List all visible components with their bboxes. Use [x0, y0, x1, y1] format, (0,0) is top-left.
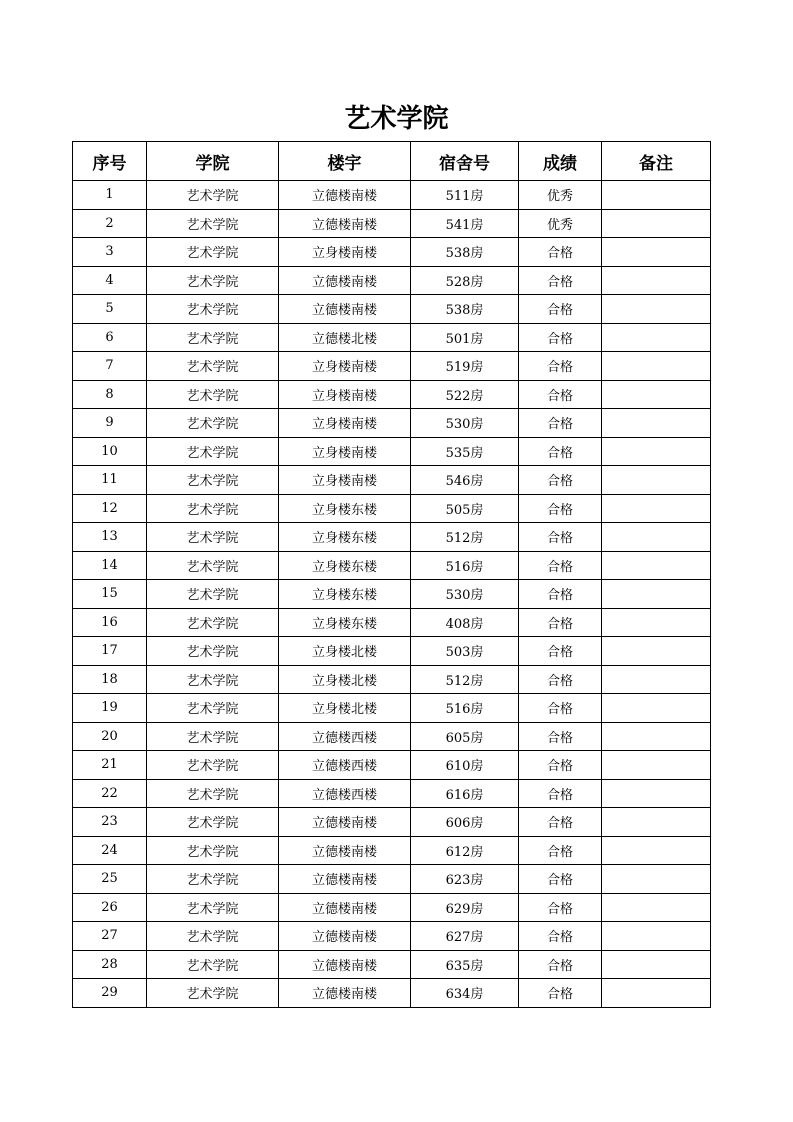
- cell-remark: [602, 266, 711, 295]
- cell-remark: [602, 751, 711, 780]
- cell-building: 立身楼南楼: [279, 352, 411, 381]
- cell-college: 艺术学院: [147, 523, 279, 552]
- table-row: [73, 323, 711, 352]
- cell-remark: [602, 209, 711, 238]
- cell-serial-no: 19: [73, 694, 147, 723]
- cell-college: 艺术学院: [147, 722, 279, 751]
- cell-building: 立身楼东楼: [279, 580, 411, 609]
- table-row: [73, 865, 711, 894]
- cell-serial-no: 13: [73, 523, 147, 552]
- cell-building: 立身楼南楼: [279, 409, 411, 438]
- table-row: [73, 694, 711, 723]
- cell-serial-no: 18: [73, 665, 147, 694]
- header-grade: 成绩: [519, 142, 602, 181]
- cell-remark: [602, 950, 711, 979]
- cell-serial-no: 2: [73, 209, 147, 238]
- cell-college: 艺术学院: [147, 209, 279, 238]
- cell-grade: 合格: [519, 437, 602, 466]
- cell-serial-no: 8: [73, 380, 147, 409]
- cell-college: 艺术学院: [147, 238, 279, 267]
- cell-building: 立身楼东楼: [279, 494, 411, 523]
- cell-remark: [602, 523, 711, 552]
- cell-serial-no: 20: [73, 722, 147, 751]
- cell-grade: 合格: [519, 409, 602, 438]
- cell-building: 立德楼南楼: [279, 893, 411, 922]
- header-row: [73, 142, 711, 181]
- cell-college: 艺术学院: [147, 665, 279, 694]
- cell-college: 艺术学院: [147, 836, 279, 865]
- cell-college: 艺术学院: [147, 922, 279, 951]
- cell-building: 立德楼南楼: [279, 295, 411, 324]
- cell-room: 501房: [411, 323, 519, 352]
- cell-remark: [602, 437, 711, 466]
- cell-building: 立德楼西楼: [279, 779, 411, 808]
- table-row: [73, 808, 711, 837]
- cell-serial-no: 22: [73, 779, 147, 808]
- cell-college: 艺术学院: [147, 323, 279, 352]
- cell-remark: [602, 836, 711, 865]
- cell-serial-no: 17: [73, 637, 147, 666]
- table-row: [73, 409, 711, 438]
- cell-serial-no: 24: [73, 836, 147, 865]
- cell-grade: 合格: [519, 323, 602, 352]
- cell-room: 530房: [411, 580, 519, 609]
- cell-remark: [602, 808, 711, 837]
- cell-grade: 合格: [519, 352, 602, 381]
- cell-college: 艺术学院: [147, 551, 279, 580]
- header-serial-no: 序号: [73, 142, 147, 181]
- table-row: [73, 352, 711, 381]
- cell-college: 艺术学院: [147, 409, 279, 438]
- cell-room: 612房: [411, 836, 519, 865]
- cell-grade: 合格: [519, 751, 602, 780]
- table-row: [73, 209, 711, 238]
- header-room: 宿舍号: [411, 142, 519, 181]
- cell-remark: [602, 494, 711, 523]
- cell-room: 605房: [411, 722, 519, 751]
- cell-building: 立德楼南楼: [279, 865, 411, 894]
- cell-college: 艺术学院: [147, 751, 279, 780]
- table-row: [73, 494, 711, 523]
- cell-room: 616房: [411, 779, 519, 808]
- table-row: [73, 836, 711, 865]
- cell-building: 立身楼东楼: [279, 551, 411, 580]
- cell-building: 立身楼南楼: [279, 380, 411, 409]
- table-row: [73, 608, 711, 637]
- cell-building: 立身楼北楼: [279, 665, 411, 694]
- cell-college: 艺术学院: [147, 865, 279, 894]
- cell-college: 艺术学院: [147, 352, 279, 381]
- cell-college: 艺术学院: [147, 466, 279, 495]
- cell-building: 立身楼南楼: [279, 437, 411, 466]
- cell-grade: 合格: [519, 466, 602, 495]
- cell-grade: 合格: [519, 523, 602, 552]
- cell-building: 立德楼南楼: [279, 808, 411, 837]
- cell-serial-no: 21: [73, 751, 147, 780]
- cell-grade: 合格: [519, 295, 602, 324]
- cell-remark: [602, 295, 711, 324]
- cell-room: 522房: [411, 380, 519, 409]
- cell-building: 立德楼南楼: [279, 181, 411, 210]
- dormitory-table: [72, 141, 711, 1008]
- cell-room: 503房: [411, 637, 519, 666]
- cell-serial-no: 28: [73, 950, 147, 979]
- cell-building: 立德楼南楼: [279, 836, 411, 865]
- cell-building: 立身楼东楼: [279, 523, 411, 552]
- table-body: [73, 181, 711, 1008]
- cell-serial-no: 6: [73, 323, 147, 352]
- cell-building: 立德楼南楼: [279, 979, 411, 1008]
- cell-building: 立德楼西楼: [279, 751, 411, 780]
- cell-remark: [602, 637, 711, 666]
- table-row: [73, 979, 711, 1008]
- cell-college: 艺术学院: [147, 694, 279, 723]
- cell-serial-no: 10: [73, 437, 147, 466]
- cell-grade: 合格: [519, 637, 602, 666]
- cell-serial-no: 26: [73, 893, 147, 922]
- table-row: [73, 893, 711, 922]
- cell-grade: 合格: [519, 922, 602, 951]
- cell-remark: [602, 694, 711, 723]
- cell-remark: [602, 779, 711, 808]
- cell-grade: 合格: [519, 808, 602, 837]
- cell-remark: [602, 323, 711, 352]
- cell-building: 立身楼南楼: [279, 466, 411, 495]
- cell-remark: [602, 722, 711, 751]
- cell-remark: [602, 551, 711, 580]
- cell-room: 546房: [411, 466, 519, 495]
- cell-room: 528房: [411, 266, 519, 295]
- table-row: [73, 523, 711, 552]
- cell-college: 艺术学院: [147, 893, 279, 922]
- table-row: [73, 751, 711, 780]
- table-row: [73, 466, 711, 495]
- header-college: 学院: [147, 142, 279, 181]
- cell-remark: [602, 979, 711, 1008]
- cell-remark: [602, 608, 711, 637]
- cell-grade: 合格: [519, 608, 602, 637]
- cell-college: 艺术学院: [147, 779, 279, 808]
- cell-remark: [602, 380, 711, 409]
- page-title: 艺术学院: [344, 104, 449, 134]
- cell-serial-no: 3: [73, 238, 147, 267]
- cell-room: 538房: [411, 295, 519, 324]
- cell-serial-no: 9: [73, 409, 147, 438]
- cell-college: 艺术学院: [147, 437, 279, 466]
- cell-college: 艺术学院: [147, 494, 279, 523]
- cell-grade: 合格: [519, 694, 602, 723]
- cell-grade: 合格: [519, 266, 602, 295]
- cell-grade: 合格: [519, 979, 602, 1008]
- cell-grade: 优秀: [519, 181, 602, 210]
- cell-serial-no: 29: [73, 979, 147, 1008]
- cell-remark: [602, 580, 711, 609]
- cell-serial-no: 14: [73, 551, 147, 580]
- table-row: [73, 779, 711, 808]
- table-row: [73, 266, 711, 295]
- cell-grade: 合格: [519, 893, 602, 922]
- cell-grade: 合格: [519, 551, 602, 580]
- table-row: [73, 238, 711, 267]
- cell-grade: 合格: [519, 238, 602, 267]
- cell-college: 艺术学院: [147, 979, 279, 1008]
- cell-room: 623房: [411, 865, 519, 894]
- table-row: [73, 181, 711, 210]
- cell-room: 512房: [411, 665, 519, 694]
- cell-serial-no: 25: [73, 865, 147, 894]
- table-row: [73, 551, 711, 580]
- cell-room: 530房: [411, 409, 519, 438]
- cell-room: 519房: [411, 352, 519, 381]
- cell-college: 艺术学院: [147, 808, 279, 837]
- cell-college: 艺术学院: [147, 580, 279, 609]
- cell-room: 634房: [411, 979, 519, 1008]
- cell-remark: [602, 352, 711, 381]
- cell-serial-no: 16: [73, 608, 147, 637]
- cell-serial-no: 5: [73, 295, 147, 324]
- cell-building: 立德楼西楼: [279, 722, 411, 751]
- cell-grade: 合格: [519, 779, 602, 808]
- cell-college: 艺术学院: [147, 380, 279, 409]
- cell-grade: 合格: [519, 865, 602, 894]
- cell-serial-no: 4: [73, 266, 147, 295]
- table-row: [73, 950, 711, 979]
- cell-building: 立德楼南楼: [279, 209, 411, 238]
- table-row: [73, 722, 711, 751]
- cell-room: 538房: [411, 238, 519, 267]
- table-row: [73, 637, 711, 666]
- cell-grade: 合格: [519, 722, 602, 751]
- cell-serial-no: 7: [73, 352, 147, 381]
- cell-grade: 优秀: [519, 209, 602, 238]
- cell-grade: 合格: [519, 494, 602, 523]
- cell-room: 606房: [411, 808, 519, 837]
- cell-room: 505房: [411, 494, 519, 523]
- cell-grade: 合格: [519, 950, 602, 979]
- table-row: [73, 665, 711, 694]
- cell-remark: [602, 893, 711, 922]
- cell-room: 535房: [411, 437, 519, 466]
- cell-building: 立德楼南楼: [279, 266, 411, 295]
- cell-room: 610房: [411, 751, 519, 780]
- table-row: [73, 380, 711, 409]
- cell-serial-no: 11: [73, 466, 147, 495]
- cell-grade: 合格: [519, 580, 602, 609]
- cell-building: 立德楼南楼: [279, 950, 411, 979]
- table-header: [73, 142, 711, 181]
- cell-college: 艺术学院: [147, 608, 279, 637]
- cell-serial-no: 1: [73, 181, 147, 210]
- cell-remark: [602, 865, 711, 894]
- cell-serial-no: 27: [73, 922, 147, 951]
- cell-room: 516房: [411, 551, 519, 580]
- cell-room: 512房: [411, 523, 519, 552]
- table-row: [73, 295, 711, 324]
- cell-room: 408房: [411, 608, 519, 637]
- cell-serial-no: 12: [73, 494, 147, 523]
- cell-remark: [602, 922, 711, 951]
- cell-building: 立德楼北楼: [279, 323, 411, 352]
- header-building: 楼宇: [279, 142, 411, 181]
- cell-room: 629房: [411, 893, 519, 922]
- cell-room: 627房: [411, 922, 519, 951]
- cell-remark: [602, 181, 711, 210]
- cell-room: 635房: [411, 950, 519, 979]
- header-remark: 备注: [602, 142, 711, 181]
- cell-serial-no: 23: [73, 808, 147, 837]
- cell-remark: [602, 238, 711, 267]
- cell-college: 艺术学院: [147, 181, 279, 210]
- cell-building: 立身楼东楼: [279, 608, 411, 637]
- cell-building: 立身楼北楼: [279, 637, 411, 666]
- cell-building: 立身楼南楼: [279, 238, 411, 267]
- cell-remark: [602, 665, 711, 694]
- cell-college: 艺术学院: [147, 295, 279, 324]
- cell-college: 艺术学院: [147, 950, 279, 979]
- cell-room: 511房: [411, 181, 519, 210]
- cell-remark: [602, 409, 711, 438]
- cell-grade: 合格: [519, 380, 602, 409]
- cell-serial-no: 15: [73, 580, 147, 609]
- cell-grade: 合格: [519, 836, 602, 865]
- cell-grade: 合格: [519, 665, 602, 694]
- cell-building: 立德楼南楼: [279, 922, 411, 951]
- cell-building: 立身楼北楼: [279, 694, 411, 723]
- table-row: [73, 580, 711, 609]
- cell-room: 516房: [411, 694, 519, 723]
- cell-remark: [602, 466, 711, 495]
- cell-room: 541房: [411, 209, 519, 238]
- cell-college: 艺术学院: [147, 266, 279, 295]
- table-row: [73, 437, 711, 466]
- table-row: [73, 922, 711, 951]
- cell-college: 艺术学院: [147, 637, 279, 666]
